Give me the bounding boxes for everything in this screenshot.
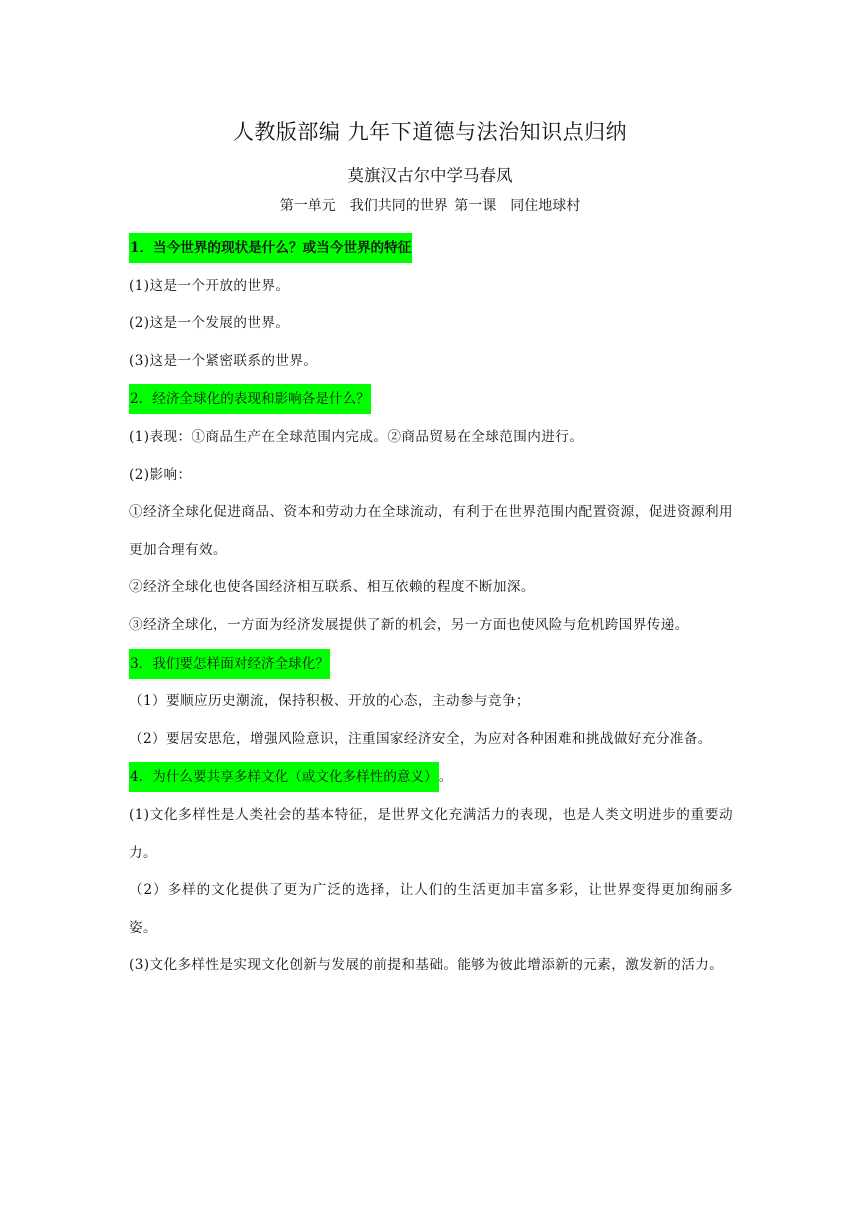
answer-paragraph: ③经济全球化，一方面为经济发展提供了新的机会，另一方面也使风险与危机跨国界传递。 bbox=[129, 616, 689, 633]
answer-line: （1）要顺应历史潮流，保持积极、开放的心态，主动参与竞争； bbox=[129, 693, 530, 710]
question-highlight: 2．经济全球化的表现和影响各是什么？ bbox=[129, 384, 371, 414]
answer-paragraph: （2）要居安思危，增强风险意识，注重国家经济安全，为应对各种困难和挑战做好充分准备。 bbox=[129, 730, 712, 747]
section-1-heading bbox=[129, 229, 733, 268]
document-body bbox=[129, 229, 733, 985]
answer-paragraph: (1)文化多样性是人类社会的基本特征，是世界文化充满活力的表现，也是人类文明进步的重要动力。 bbox=[129, 806, 733, 861]
answer-paragraph: ①经济全球化促进商品、资本和劳动力在全球流动，有利于在世界范围内配置资源，促进资源利用更加合理有效。 bbox=[129, 504, 733, 558]
section-2-heading bbox=[129, 380, 733, 419]
question-highlight: 3．我们要怎样面对经济全球化？ bbox=[129, 649, 330, 679]
answer-line: (3)这是一个紧密联系的世界。 bbox=[129, 352, 318, 369]
answer-line: (1)表现：①商品生产在全球范围内完成。②商品贸易在全球范围内进行。 bbox=[129, 428, 584, 445]
answer-line: (2)这是一个发展的世界。 bbox=[129, 315, 290, 332]
answer-paragraph: （2）多样的文化提供了更为广泛的选择，让人们的生活更加丰富多彩，让世界变得更加绚丽多姿。 bbox=[129, 882, 733, 936]
question-suffix: 。 bbox=[438, 769, 453, 786]
answer-paragraph: (3)文化多样性是实现文化创新与发展的前提和基础。能够为彼此增添新的元素，激发新的活力。 bbox=[129, 957, 724, 974]
answer-line: ②经济全球化也使各国经济相互联系、相互依赖的程度不断加深。 bbox=[129, 579, 535, 596]
section-3-heading bbox=[129, 645, 733, 684]
question-highlight: 1．当今世界的现状是什么？或当今世界的特征 bbox=[129, 233, 412, 263]
section-4-heading bbox=[129, 758, 733, 797]
unit-heading: 第一单元 我们共同的世界 第一课 同住地球村 bbox=[279, 198, 581, 214]
question-highlight: 4．为什么要共享多样文化（或文化多样性的意义） bbox=[129, 762, 439, 792]
answer-line: (2)影响： bbox=[129, 466, 192, 483]
document-title: 人教版部编 九年下道德与法治知识点归纳 bbox=[232, 120, 628, 144]
answer-line: (1)这是一个开放的世界。 bbox=[129, 277, 290, 294]
document-author: 莫旗汉古尔中学马春凤 bbox=[347, 166, 513, 185]
